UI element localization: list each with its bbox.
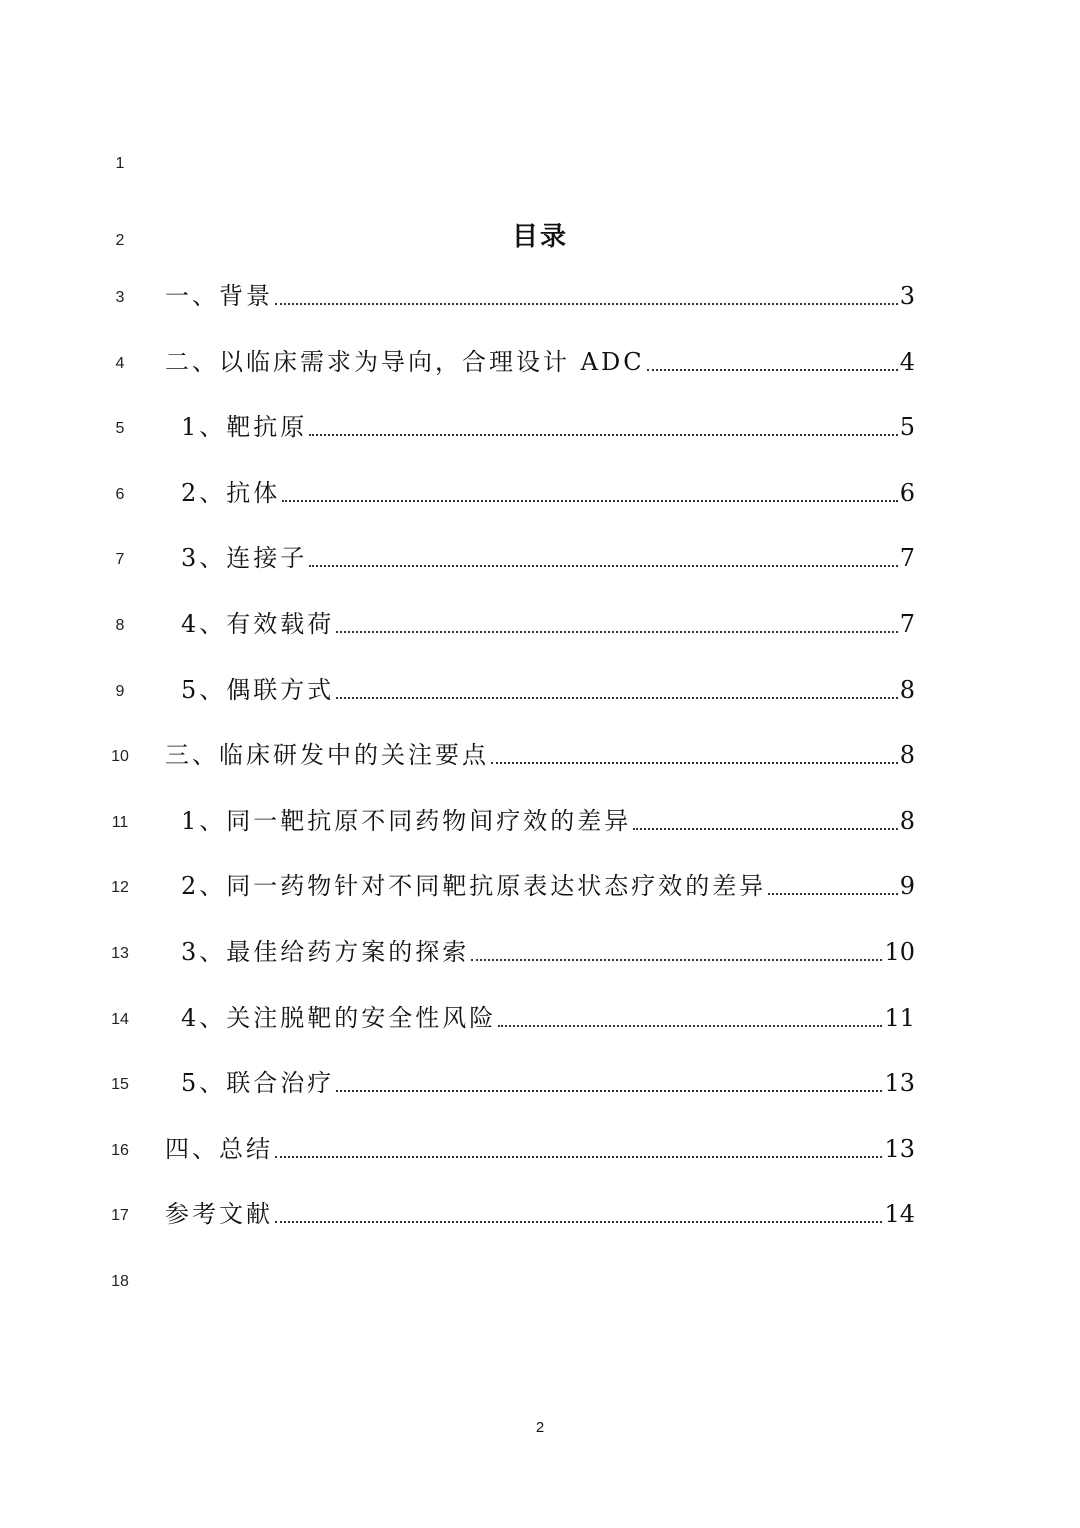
toc-entry-text: 二、以临床需求为导向，合理设计 ADC bbox=[165, 348, 645, 376]
toc-leader-dots bbox=[498, 1025, 882, 1027]
toc-entry-payload[interactable] bbox=[181, 600, 915, 640]
line-number-18: 18 bbox=[111, 1273, 129, 1290]
page-footer-number: 2 bbox=[535, 1419, 545, 1436]
toc-leader-dots bbox=[309, 565, 897, 567]
toc-page-number: 6 bbox=[899, 479, 915, 507]
toc-leader-dots bbox=[275, 303, 898, 305]
toc-entry-text: 2、同一药物针对不同靶抗原表达状态疗效的差异 bbox=[181, 872, 767, 900]
toc-leader-dots bbox=[336, 697, 897, 699]
toc-entry-dosing-regimen[interactable] bbox=[181, 928, 915, 968]
toc-entry-clinical-points[interactable] bbox=[165, 731, 915, 771]
line-number-17: 17 bbox=[111, 1207, 129, 1224]
toc-entry-efficacy-difference-expression[interactable] bbox=[181, 862, 915, 902]
toc-page-number: 11 bbox=[884, 1004, 915, 1032]
toc-entry-text: 参考文献 bbox=[165, 1200, 273, 1228]
toc-page-number: 13 bbox=[884, 1135, 915, 1163]
line-number-13: 13 bbox=[111, 945, 129, 962]
toc-entry-target-antigen[interactable] bbox=[181, 403, 915, 443]
toc-entry-antibody[interactable] bbox=[181, 469, 915, 509]
toc-title: 目录 bbox=[511, 222, 568, 252]
line-number-5: 5 bbox=[115, 420, 125, 437]
toc-page-number: 7 bbox=[899, 610, 915, 638]
line-number-1: 1 bbox=[115, 155, 125, 172]
toc-entry-text: 3、最佳给药方案的探索 bbox=[181, 938, 470, 966]
toc-page-number: 4 bbox=[899, 348, 915, 376]
toc-entry-text: 4、关注脱靶的安全性风险 bbox=[181, 1004, 497, 1032]
toc-leader-dots bbox=[768, 893, 897, 895]
toc-entry-off-target-safety[interactable] bbox=[181, 994, 915, 1034]
line-number-6: 6 bbox=[115, 486, 125, 503]
line-number-9: 9 bbox=[115, 683, 125, 700]
toc-entry-efficacy-difference-drugs[interactable] bbox=[181, 797, 915, 837]
toc-page-number: 13 bbox=[884, 1069, 915, 1097]
toc-entry-summary[interactable] bbox=[165, 1125, 915, 1165]
line-number-12: 12 bbox=[111, 879, 129, 896]
toc-entry-text: 2、抗体 bbox=[181, 479, 281, 507]
toc-entry-adc-design[interactable] bbox=[165, 338, 915, 378]
line-number-14: 14 bbox=[111, 1011, 129, 1028]
toc-leader-dots bbox=[491, 762, 898, 764]
line-number-3: 3 bbox=[115, 289, 125, 306]
toc-leader-dots bbox=[275, 1156, 882, 1158]
line-number-15: 15 bbox=[111, 1076, 129, 1093]
line-number-11: 11 bbox=[111, 814, 129, 831]
toc-page-number: 9 bbox=[899, 872, 915, 900]
toc-page-number: 3 bbox=[899, 282, 915, 310]
toc-entry-conjugation[interactable] bbox=[181, 666, 915, 706]
line-number-16: 16 bbox=[111, 1142, 129, 1159]
line-number-4: 4 bbox=[115, 355, 125, 372]
toc-entry-text: 三、临床研发中的关注要点 bbox=[165, 741, 489, 769]
toc-entry-references[interactable] bbox=[165, 1190, 915, 1230]
toc-leader-dots bbox=[336, 1090, 882, 1092]
toc-leader-dots bbox=[275, 1221, 882, 1223]
toc-leader-dots bbox=[309, 434, 897, 436]
toc-leader-dots bbox=[647, 369, 898, 371]
line-number-7: 7 bbox=[115, 551, 125, 568]
toc-entry-background[interactable] bbox=[165, 272, 915, 312]
toc-entry-text: 4、有效载荷 bbox=[181, 610, 335, 638]
toc-page-number: 14 bbox=[884, 1200, 915, 1228]
line-number-10: 10 bbox=[111, 748, 129, 765]
toc-entry-text: 一、背景 bbox=[165, 282, 273, 310]
toc-entry-combination-therapy[interactable] bbox=[181, 1059, 915, 1099]
toc-entry-text: 四、总结 bbox=[165, 1135, 273, 1163]
line-number-2: 2 bbox=[115, 232, 125, 249]
toc-entry-text: 5、偶联方式 bbox=[181, 676, 335, 704]
toc-page-number: 8 bbox=[899, 741, 915, 769]
toc-leader-dots bbox=[471, 959, 882, 961]
line-number-8: 8 bbox=[115, 617, 125, 634]
toc-entry-text: 3、连接子 bbox=[181, 544, 308, 572]
toc-entry-linker[interactable] bbox=[181, 534, 915, 574]
toc-page-number: 10 bbox=[884, 938, 915, 966]
toc-entry-text: 1、同一靶抗原不同药物间疗效的差异 bbox=[181, 807, 632, 835]
toc-page-number: 8 bbox=[899, 676, 915, 704]
toc-page-number: 5 bbox=[899, 413, 915, 441]
toc-entry-text: 5、联合治疗 bbox=[181, 1069, 335, 1097]
toc-leader-dots bbox=[282, 500, 897, 502]
toc-leader-dots bbox=[336, 631, 897, 633]
toc-entry-text: 1、靶抗原 bbox=[181, 413, 308, 441]
toc-page-number: 8 bbox=[899, 807, 915, 835]
toc-page-number: 7 bbox=[899, 544, 915, 572]
toc-leader-dots bbox=[633, 828, 897, 830]
